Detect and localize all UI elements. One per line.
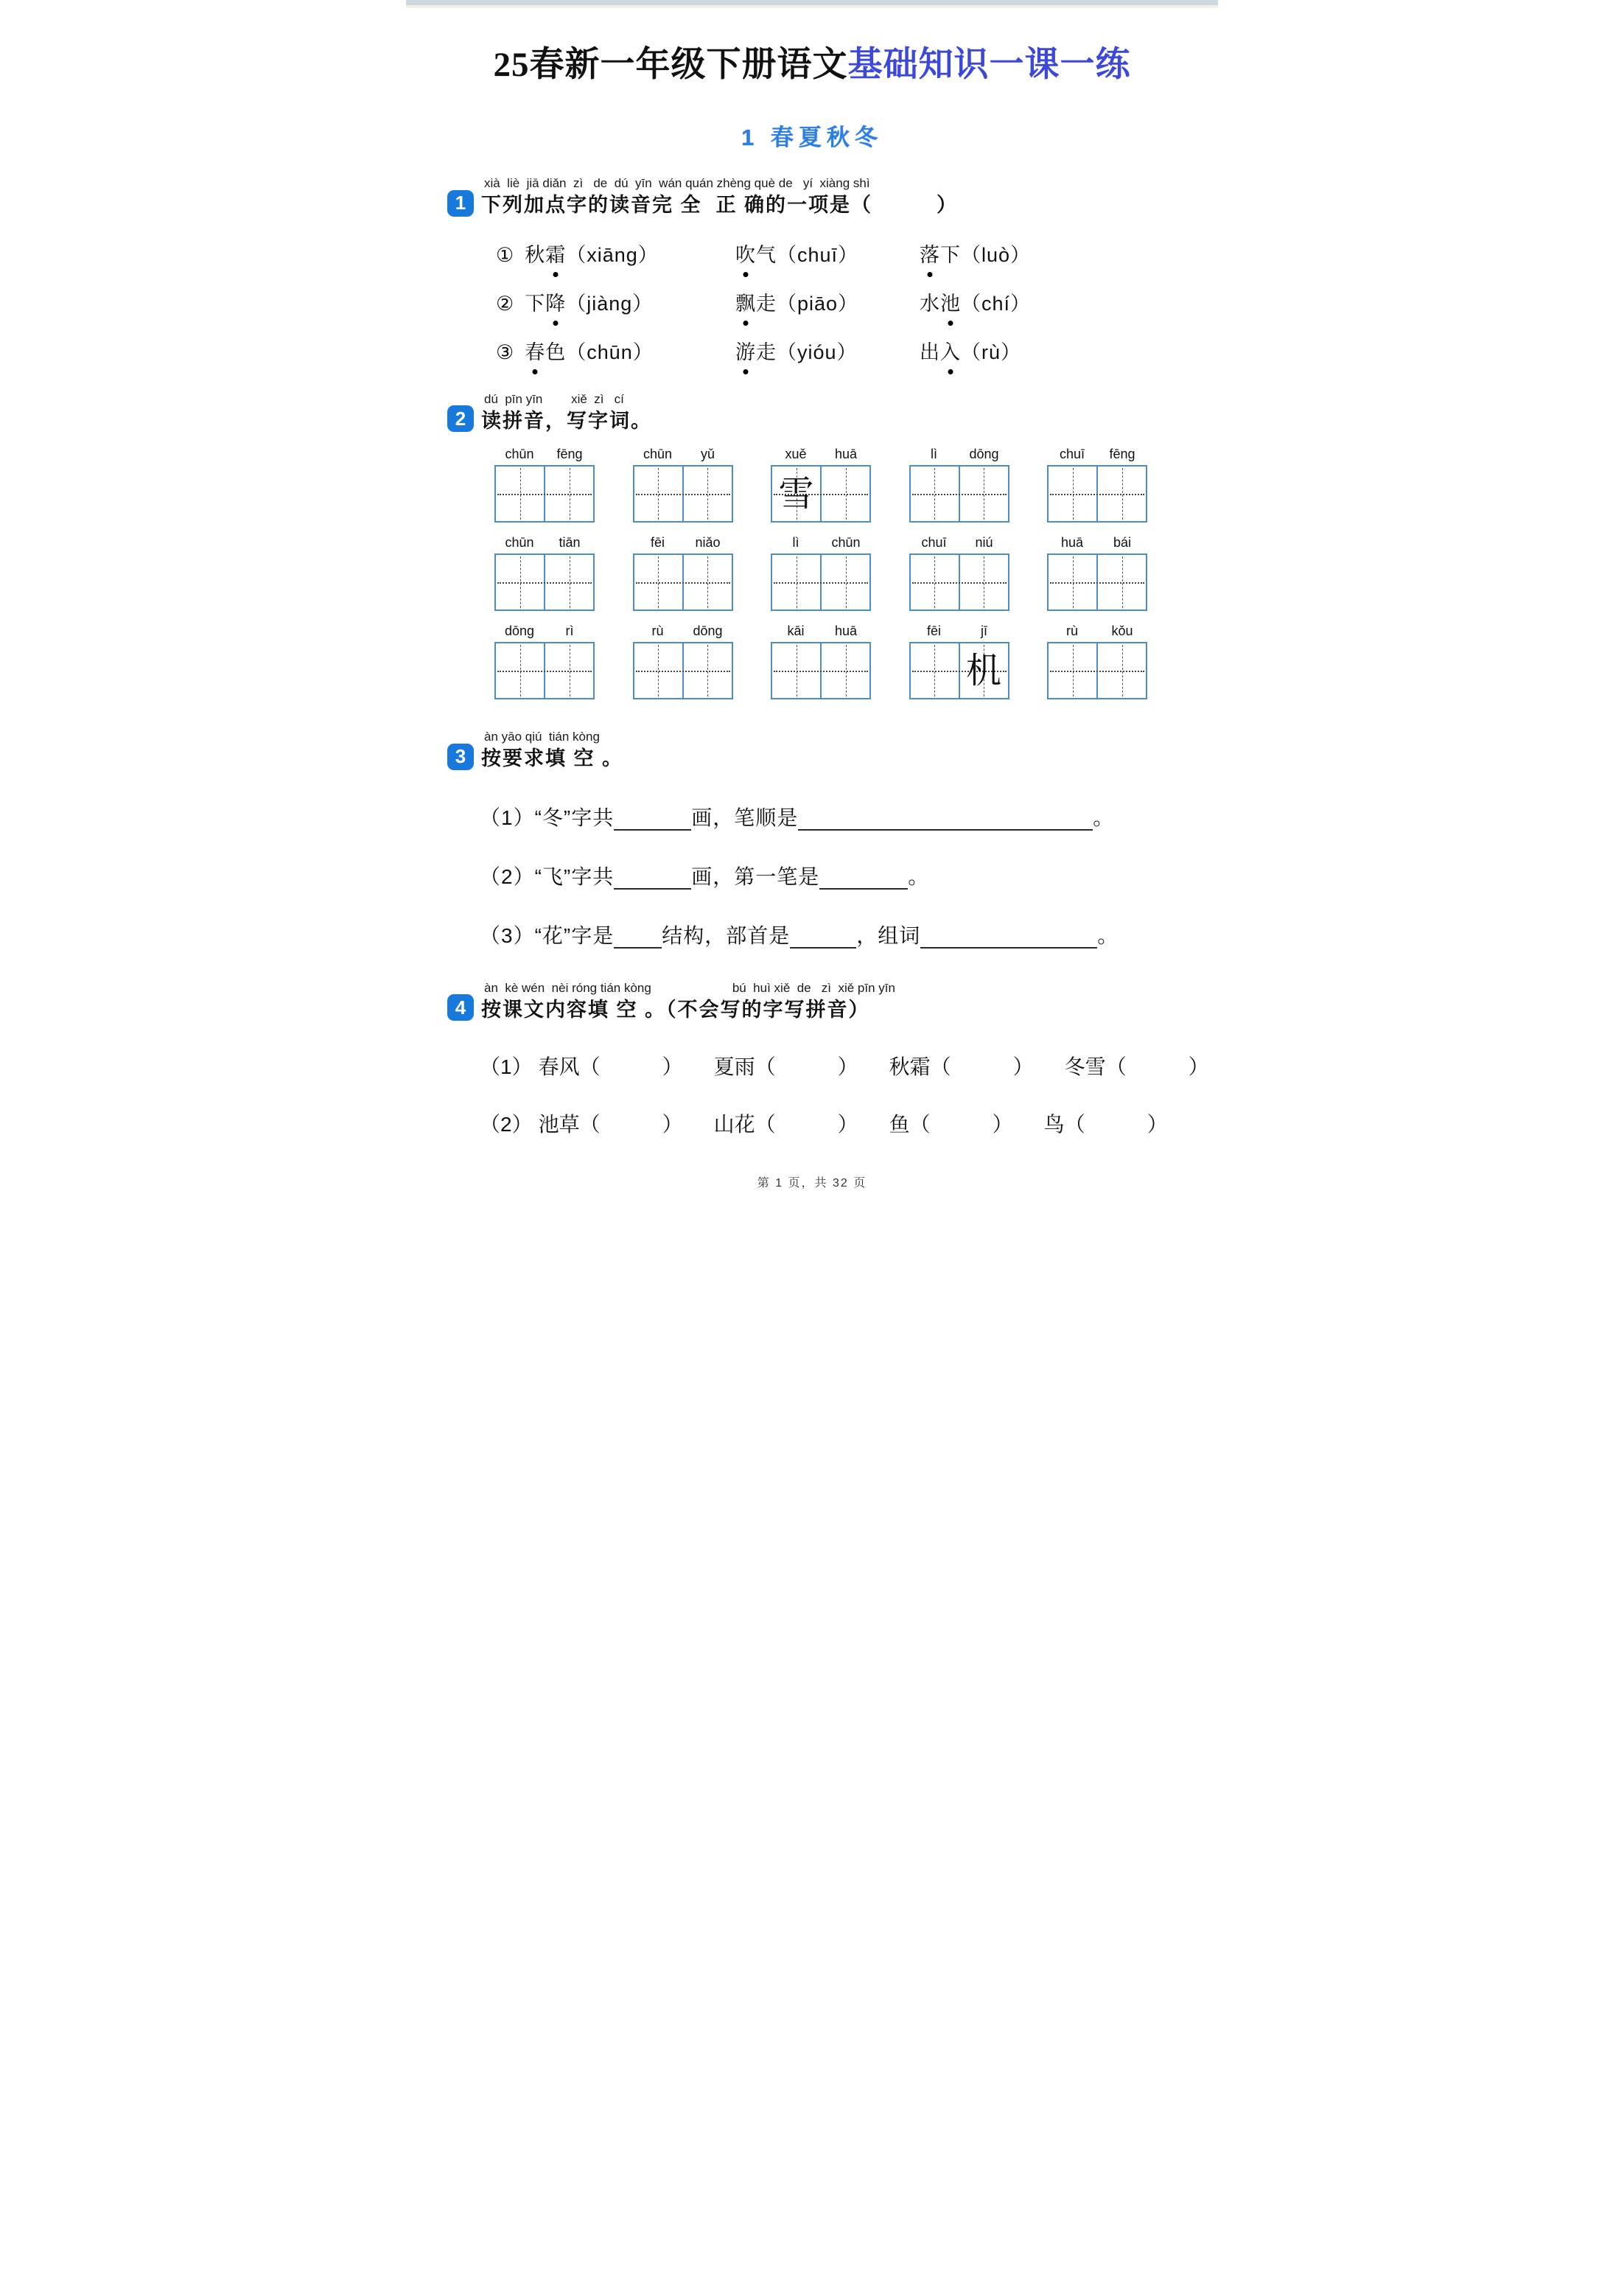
question-2-text: 读拼音，写字词。 (481, 409, 652, 432)
option-item (496, 239, 735, 268)
grid-group (909, 623, 1009, 699)
pinyin-label: yǔ (700, 447, 715, 462)
tian-cell[interactable] (772, 467, 820, 521)
item-text: 。 (1097, 923, 1119, 947)
option-label: ① (496, 243, 515, 266)
option-row-2 (496, 287, 1218, 316)
lesson-heading: 1 春夏秋冬 (741, 125, 883, 151)
paren-blank[interactable]: （ ） (930, 1055, 1034, 1079)
tian-cell[interactable] (496, 643, 544, 698)
tian-grid-box (633, 465, 733, 523)
tian-cell[interactable] (911, 643, 959, 698)
tian-grid-box (909, 465, 1009, 523)
item-word: 山花 (713, 1113, 755, 1136)
pinyin-answer: （rù） (961, 340, 1022, 363)
pinyin-segment: àn kè wén nèi róng tián kòng (484, 980, 651, 995)
blank-line[interactable] (790, 926, 856, 949)
item-label: （1） (480, 1055, 533, 1079)
option-item (496, 336, 735, 365)
blank-line[interactable] (819, 867, 908, 890)
item-label: （2） (480, 1113, 533, 1136)
pinyin-label: niú (975, 535, 993, 551)
pinyin-label: dōng (693, 623, 723, 639)
tian-grid-box (909, 642, 1009, 699)
tian-cell[interactable] (772, 555, 820, 609)
item-label: （3） (480, 923, 535, 947)
option-row-1 (496, 239, 1218, 268)
question-4-header (447, 980, 1218, 1024)
tian-cell[interactable] (634, 467, 682, 521)
question-3-stack (481, 729, 623, 772)
item-text: “飞”字共 (534, 864, 615, 888)
fill-paren-item (714, 1051, 858, 1080)
pinyin-label: chuī (921, 535, 947, 551)
dotted-hanzi: 池 (940, 287, 961, 316)
tian-grid-box (494, 465, 595, 523)
grid-group (909, 447, 1009, 523)
item-word: 冬雪 (1064, 1055, 1106, 1079)
grid-group (1047, 447, 1147, 523)
tian-cell[interactable] (911, 555, 959, 609)
tian-cell[interactable] (959, 555, 1008, 609)
tian-cell[interactable] (772, 643, 820, 698)
written-char: 机 (965, 650, 1001, 692)
item-word: 鱼 (889, 1113, 910, 1136)
pinyin-label: kǒu (1111, 623, 1133, 639)
pinyin-answer: （jiàng） (566, 292, 654, 315)
pinyin-answer: （piāo） (777, 292, 859, 315)
tian-cell[interactable] (544, 643, 593, 698)
pinyin-label: lì (931, 447, 937, 462)
pinyin-label: rù (1065, 623, 1078, 639)
option-label: ② (496, 292, 515, 315)
pinyin-label: kāi (787, 623, 805, 639)
fill-line-2 (480, 861, 1218, 890)
item-label: （1） (480, 806, 535, 829)
hanzi: 走 (756, 340, 777, 363)
fill-paren-item (539, 1108, 683, 1138)
fill-paren-item (714, 1108, 858, 1138)
hanzi: 秋 (525, 243, 546, 266)
item-text: “花”字是 (534, 923, 615, 947)
grid-group (494, 623, 595, 699)
blank-line[interactable] (920, 926, 1097, 949)
hanzi: 出 (920, 340, 940, 363)
question-1-number-badge: 1 (447, 190, 474, 217)
tian-cell[interactable] (634, 555, 682, 609)
tian-grid-box (1047, 642, 1147, 699)
grid-group (633, 447, 733, 523)
item-text: ，组词 (856, 923, 921, 947)
tian-cell[interactable] (1049, 467, 1096, 521)
question-3-pinyin: àn yāo qiú tián kòng (484, 730, 600, 744)
paren-blank[interactable]: （ ） (755, 1055, 858, 1079)
scan-artifact-strip-2 (406, 5, 1218, 8)
option-item (735, 287, 920, 316)
item-word: 秋霜 (889, 1055, 931, 1079)
item-word: 池草 (538, 1113, 580, 1136)
dotted-hanzi: 霜 (545, 239, 566, 268)
hanzi: 色 (545, 340, 567, 363)
item-text: 。 (908, 864, 930, 888)
pinyin-label: chūn (505, 535, 534, 551)
tian-grid-box (771, 642, 871, 699)
paren-blank[interactable]: （ ） (909, 1113, 1013, 1136)
blank-line[interactable] (614, 926, 662, 949)
question-4-stack (481, 980, 895, 1024)
question-2-number-badge: 2 (447, 405, 474, 432)
grid-group (494, 447, 595, 523)
fill-paren-item (889, 1051, 1034, 1080)
question-1-text: 下列加点字的读音完 全 正 确的一项是（ ） (481, 194, 959, 217)
question-1-header (447, 175, 1218, 219)
tian-cell[interactable] (1096, 555, 1146, 609)
fill-paren-item (1065, 1051, 1209, 1080)
grid-group (494, 535, 595, 611)
item-word: 鸟 (1043, 1113, 1065, 1136)
tian-cell[interactable] (682, 467, 732, 521)
tian-grid-box (633, 553, 733, 611)
pinyin-label: xuě (785, 447, 807, 462)
pinyin-label: lì (792, 535, 799, 551)
pinyin-label: fēng (556, 447, 583, 462)
hanzi: 下 (525, 292, 546, 315)
option-item (735, 336, 920, 365)
hanzi: 水 (920, 292, 940, 315)
question-2-header (447, 391, 1218, 435)
item-label: （2） (480, 864, 535, 888)
pinyin-label: rì (565, 623, 574, 639)
pinyin-answer: （yióu） (777, 340, 858, 363)
question-2-stack (481, 391, 652, 435)
page-title-blue: 基础知识一课一练 (847, 46, 1131, 84)
hanzi: 气 (756, 243, 777, 266)
pinyin-label: fēi (650, 535, 665, 551)
pinyin-label: chūn (643, 447, 673, 462)
scan-artifact-strip (406, 0, 1218, 5)
pinyin-answer: （luò） (961, 243, 1032, 266)
tian-cell[interactable] (911, 467, 959, 521)
written-char: 雪 (778, 473, 814, 515)
page-title-black: 25春新一年级下册语文 (493, 46, 848, 84)
question-2-pinyin: dú pīn yīn xiě zì cí (484, 391, 624, 406)
fill-paren-line-1 (480, 1051, 1218, 1080)
pinyin-label: huā (834, 623, 858, 639)
question-3-text: 按要求填 空 。 (481, 747, 624, 770)
worksheet-page (406, 0, 1218, 1211)
question-1-stack (481, 175, 958, 219)
tian-cell[interactable] (820, 555, 869, 609)
pinyin-answer: （chūn） (566, 340, 654, 363)
tian-grid-box (633, 642, 733, 699)
option-label: ③ (496, 340, 515, 363)
question-3-number-badge: 3 (447, 744, 474, 770)
pinyin-label: huā (834, 447, 858, 462)
pinyin-label: dōng (969, 447, 999, 462)
writing-grid-section (494, 447, 1147, 699)
pinyin-answer: （chuī） (777, 243, 859, 266)
dotted-hanzi: 降 (545, 287, 566, 316)
hanzi: 下 (940, 243, 961, 266)
item-text: 画，第一笔是 (691, 864, 820, 888)
item-word: 夏雨 (713, 1055, 755, 1079)
fill-paren-line-2 (480, 1108, 1218, 1138)
tian-cell[interactable] (820, 643, 869, 698)
pinyin-label: rù (651, 623, 664, 639)
paren-blank[interactable]: （ ） (1064, 1113, 1168, 1136)
tian-grid-box (494, 553, 595, 611)
dotted-hanzi: 吹 (735, 239, 756, 268)
item-text: 。 (1093, 806, 1115, 829)
hanzi: 走 (756, 292, 777, 315)
pinyin-label: fēi (926, 623, 941, 639)
dotted-hanzi: 落 (920, 239, 940, 268)
pinyin-label: chuī (1059, 447, 1085, 462)
tian-grid-box (1047, 553, 1147, 611)
grid-group (633, 623, 733, 699)
pinyin-answer: （xiāng） (566, 243, 659, 266)
paren-blank[interactable]: （ ） (579, 1113, 683, 1136)
blank-line[interactable] (798, 808, 1093, 831)
item-word: 春风 (538, 1055, 580, 1079)
blank-line[interactable] (614, 867, 691, 890)
tian-cell[interactable] (1049, 643, 1096, 698)
tian-cell[interactable] (634, 643, 682, 698)
pinyin-label: fēng (1109, 447, 1135, 462)
blank-line[interactable] (614, 808, 691, 831)
fill-paren-item (1044, 1108, 1168, 1138)
tian-cell[interactable] (1096, 467, 1146, 521)
paren-blank[interactable]: （ ） (579, 1055, 683, 1079)
fill-line-3 (480, 920, 1218, 949)
tian-cell[interactable] (1049, 555, 1096, 609)
grid-group (771, 535, 871, 611)
dotted-hanzi: 游 (735, 336, 756, 365)
question-3-header (447, 729, 1218, 772)
tian-cell[interactable] (1096, 643, 1146, 698)
tian-grid-box (771, 553, 871, 611)
tian-cell[interactable] (820, 467, 869, 521)
tian-cell[interactable] (544, 467, 593, 521)
tian-cell[interactable] (959, 467, 1008, 521)
paren-blank[interactable]: （ ） (1105, 1055, 1209, 1079)
pinyin-label: huā (1060, 535, 1084, 551)
fill-line-1 (480, 802, 1218, 831)
item-text: 画，笔顺是 (691, 806, 799, 829)
item-text: “冬”字共 (534, 806, 615, 829)
option-item (920, 287, 1218, 316)
grid-group (771, 447, 871, 523)
page-title (406, 45, 1218, 85)
grid-group (771, 623, 871, 699)
tian-grid-box (771, 465, 871, 523)
fill-paren-item (539, 1051, 683, 1080)
pinyin-answer: （chí） (961, 292, 1032, 315)
pinyin-label: jī (981, 623, 987, 639)
question-4-text: 按课文内容填 空 。（不会写的字写拼音） (481, 998, 870, 1021)
option-item (735, 239, 920, 268)
grid-row-3 (494, 623, 1147, 699)
question-1-pinyin: xià liè jiā diǎn zì de dú yīn wán quán zhèng què de yí xiàng shì (484, 176, 870, 191)
tian-cell[interactable] (496, 467, 544, 521)
dotted-hanzi: 春 (525, 336, 545, 365)
grid-group (909, 535, 1009, 611)
item-text: 结构，部首是 (662, 923, 791, 947)
grid-group (1047, 623, 1147, 699)
dotted-hanzi: 入 (940, 336, 961, 365)
tian-cell[interactable] (682, 643, 732, 698)
tian-grid-box (1047, 465, 1147, 523)
pinyin-label: chūn (505, 447, 534, 462)
option-row-3 (496, 336, 1218, 365)
dotted-hanzi: 飘 (735, 287, 756, 316)
grid-group (1047, 535, 1147, 611)
question-4-pinyin (484, 980, 895, 996)
fill-paren-item (889, 1108, 1013, 1138)
pinyin-label: niǎo (695, 535, 721, 551)
tian-cell[interactable] (682, 555, 732, 609)
option-item (920, 336, 1218, 365)
tian-cell[interactable] (544, 555, 593, 609)
pinyin-label: chūn (831, 535, 861, 551)
page-footer: 第 1 页，共 32 页 (757, 1177, 867, 1190)
option-item (920, 239, 1218, 268)
pinyin-segment: bú huì xiě de zì xiě pīn yīn (732, 980, 895, 995)
paren-blank[interactable]: （ ） (755, 1113, 858, 1136)
option-item (496, 287, 735, 316)
pinyin-label: bái (1113, 535, 1132, 551)
grid-row-1 (494, 447, 1147, 523)
question-4-number-badge: 4 (447, 994, 474, 1021)
tian-cell[interactable] (959, 643, 1008, 698)
tian-grid-box (909, 553, 1009, 611)
pinyin-label: tiān (559, 535, 581, 551)
grid-group (633, 535, 733, 611)
grid-row-2 (494, 535, 1147, 611)
tian-grid-box (494, 642, 595, 699)
pinyin-label: dōng (504, 623, 535, 639)
tian-cell[interactable] (496, 555, 544, 609)
